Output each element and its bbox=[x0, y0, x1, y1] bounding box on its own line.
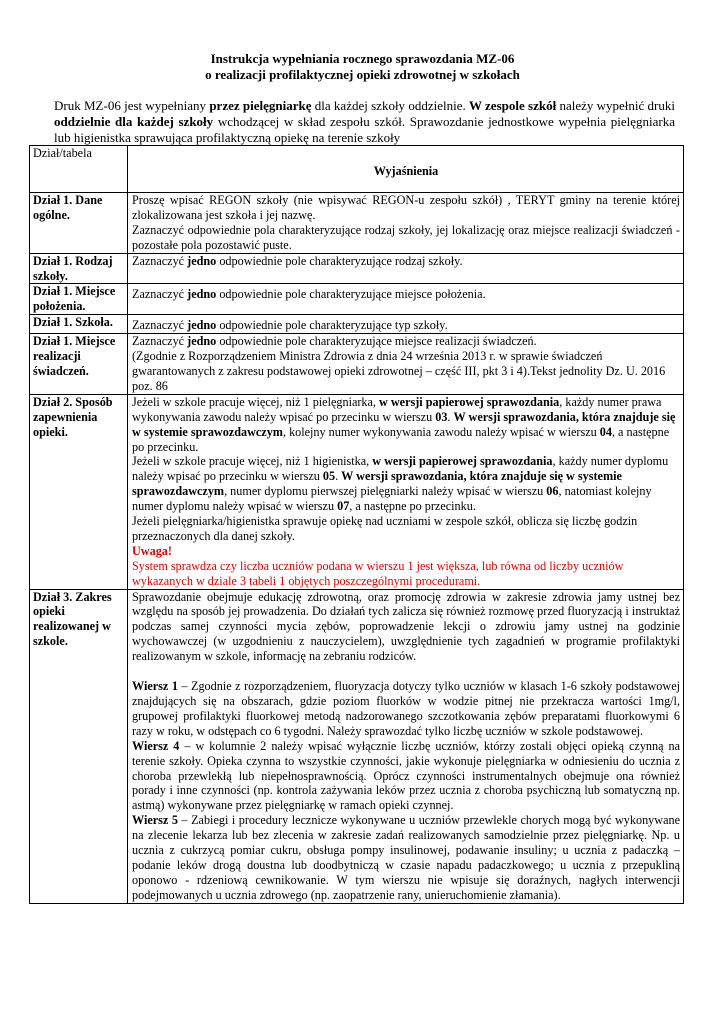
row-explanation: Proszę wpisać REGON szkoły (nie wpisywać REGON-u zespołu szkół) , TERYT gminy na terenie której zlokalizowana jest szkoła i jej nazwę. Zaznaczyć odpowiednie pola charakteryzujące rodzaj szkoły, jej lokalizację oraz miejsce realizacji świadczeń - pozostałe pola pozostawić puste. bbox=[128, 193, 684, 254]
row-explanation: Zaznaczyć jedno odpowiednie pole charakteryzujące typ szkoły. bbox=[128, 315, 684, 334]
header-explanations: Wyjaśnienia bbox=[128, 146, 684, 193]
row-label: Dział 1. Miejsce realizacji świadczeń. bbox=[30, 334, 128, 395]
row-explanation: Zaznaczyć jedno odpowiednie pole charakteryzujące rodzaj szkoły. bbox=[128, 253, 684, 284]
table-row bbox=[30, 589, 684, 903]
warning-heading: Uwaga! bbox=[132, 543, 172, 558]
warning-text: System sprawdza czy liczba uczniów podana w wierszu 1 jest większa, lub równa od liczby uczniów wykazanych w dziale 3 tabeli 1 objętych poszczególnymi procedurami. bbox=[132, 558, 624, 588]
instructions-table bbox=[29, 145, 684, 904]
table-row bbox=[30, 394, 684, 589]
table-row bbox=[30, 284, 684, 315]
table-row bbox=[30, 193, 684, 254]
row-explanation: Zaznaczyć jedno odpowiednie pole charakteryzujące miejsce realizacji świadczeń. (Zgodnie z Rozporządzeniem Ministra Zdrowia z dnia 24 września 2013 r. w sprawie świadczeń gwarantowanych z zakresu podstawowej opieki zdrowotnej – część III, pkt 3 i 4).Tekst jednolity Dz. U. 2016 poz. 86 bbox=[128, 334, 684, 395]
doc-title-line-2: o realizacji profilaktycznej opieki zdrowotnej w szkołach bbox=[205, 67, 520, 82]
table-row bbox=[30, 334, 684, 395]
table-row bbox=[30, 315, 684, 334]
table-row bbox=[30, 253, 684, 284]
intro-paragraph: Druk MZ-06 jest wypełniany przez pielęgniarkę dla każdej szkoły oddzielnie. W zespole szkół należy wypełnić druki oddzielnie dla każdej szkoły wchodzącej w skład zespołu szkół. Sprawozdanie jednostkowe wypełnia pielęgniarka lub higienistka sprawująca profilaktyczną opiekę na terenie szkoły bbox=[54, 98, 676, 145]
row-label: Dział 3. Zakres opieki realizowanej w szkole. bbox=[30, 589, 128, 903]
row-label: Dział 1. Dane ogólne. bbox=[30, 193, 128, 254]
row-explanation: Sprawozdanie obejmuje edukację zdrowotną, oraz promocję zdrowia w zakresie zdrowia jamy ustnej bez względu na sposób jej prowadzenia. Do działań tych zalicza się również rozmowę przed fluoryzacją i instruktaż podczas samej czynności mycia zębów, poprowadzenie lekcji o zdrowiu jamy ustnej na godzinie wychowawczej (w uzgodnieniu z nauczycielem), uwzględnienie tych zagadnień w programie profilaktyki realizowanym w szkole, informację na zebraniu rodziców. Wiersz 1 – Zgodnie z rozporządzeniem, fluoryzacja dotyczy tylko uczniów w klasach 1-6 szkoły podstawowej znajdujących się na obszarach, gdzie poziom fluorków w wodzie pitnej nie przekracza wartości 1mg/l, grupowej profilaktyki fluorkowej metodą nadzorowanego szczotkowania zębów preparatami fluorkowymi 6 razy w roku, w odstępach co 6 tygodni. Należy sprawozdać tylko liczbę uczniów w szkole podstawowej. Wiersz 4 – w kolumnie 2 należy wpisać wyłącznie liczbę uczniów, którzy zostali objęci opieką czynną na terenie szkoły. Opieka czynna to wszystkie czynności, jakie wykonuje pielęgniarka w odniesieniu do ucznia z choroba przewlekłą lub niepełnosprawnością. Oprócz czynności instrumentalnych obejmuje ona również porady i inne czynności (np. kontrola zażywania leków przez ucznia z choroba psychiczną lub somatyczną np. astmą) wykonywane przez pielęgniarkę w ramach opieki czynnej. Wiersz 5 – Zabiegi i procedury lecznicze wykonywane u uczniów przewlekle chorych mogą być wykonywane na zlecenie lekarza lub bez zlecenia w zakresie zadań realizowanych samodzielnie przez pielęgniarkę. Np. u ucznia z cukrzycą pomiar cukru, obsługa pompy insulinowej, podawanie insuliny; u ucznia z padaczką – podanie leków drogą doustna lub doodbytniczą w czasie napadu padaczkowego; u ucznia z przepukliną oponowo - rdzeniową cewnikowanie. W tym wierszu nie wpisuje się doraźnych, nagłych interwencji podejmowanych u ucznia zdrowego (np. zaopatrzenie rany, unieruchomienie złamania). bbox=[128, 589, 684, 903]
row-label: Dział 1. Rodzaj szkoły. bbox=[30, 253, 128, 284]
table-header-row bbox=[30, 146, 684, 193]
row-explanation: Jeżeli w szkole pracuje więcej, niż 1 pielęgniarka, w wersji papierowej sprawozdania, każdy numer prawa wykonywania zawodu należy wpisać po przecinku w wierszu 03. W wersji sprawozdania, która znajduje się w systemie sprawozdawczym, kolejny numer wykonywania zawodu należy wpisać w wierszu 04, a następne po przecinku. Jeżeli w szkole pracuje więcej, niż 1 higienistka, w wersji papierowej sprawozdania, każdy numer dyplomu należy wpisać po przecinku w wierszu 05. W wersji sprawozdania, która znajduje się w systemie sprawozdawczym, numer dyplomu pierwszej pielęgniarki należy wpisać w wierszu 06, natomiast kolejny numer dyplomu należy wpisać w wierszu 07, a następne po przecinku. Jeżeli pielęgniarka/higienistka sprawuje opiekę nad uczniami w zespole szkół, oblicza się liczbę godzin przeznaczonych dla danej szkoły. Uwaga! System sprawdza czy liczba uczniów podana w wierszu 1 jest większa, lub równa od liczby uczniów wykazanych w dziale 3 tabeli 1 objętych poszczególnymi procedurami. bbox=[128, 394, 684, 589]
row-label: Dział 2. Sposób zapewnienia opieki. bbox=[30, 394, 128, 589]
row-label: Dział 1. Miejsce położenia. bbox=[30, 284, 128, 315]
row-explanation: Zaznaczyć jedno odpowiednie pole charakteryzujące miejsce położenia. bbox=[128, 284, 684, 315]
doc-title-line-1: Instrukcja wypełniania rocznego sprawozdania MZ-06 bbox=[210, 51, 515, 66]
row-label: Dział 1. Szkoła. bbox=[30, 315, 128, 334]
header-section: Dział/tabela bbox=[30, 146, 128, 193]
